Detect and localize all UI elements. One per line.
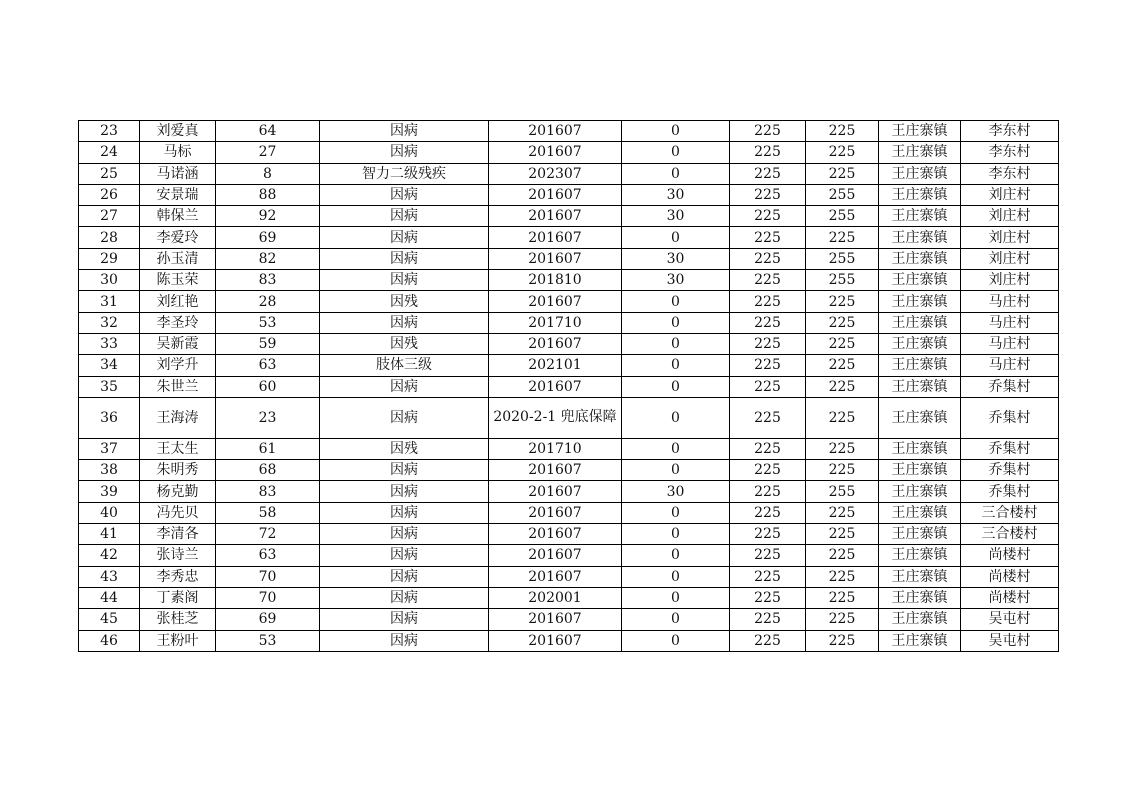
- cell-town: 王庄寨镇: [879, 545, 961, 566]
- cell-date: 201810: [489, 270, 622, 291]
- cell-number: 27: [79, 206, 140, 227]
- cell-base: 225: [730, 312, 806, 333]
- cell-reason: 肢体三级: [320, 355, 489, 376]
- table-row: [79, 460, 1059, 481]
- cell-total: 225: [806, 566, 879, 587]
- cell-age: 70: [216, 566, 320, 587]
- cell-base: 225: [730, 587, 806, 608]
- cell-village: 吴屯村: [961, 609, 1059, 630]
- cell-name: 王海涛: [140, 397, 216, 438]
- table-row: [79, 142, 1059, 163]
- cell-town: 王庄寨镇: [879, 397, 961, 438]
- cell-name: 王太生: [140, 438, 216, 459]
- cell-age: 70: [216, 587, 320, 608]
- cell-village: 刘庄村: [961, 227, 1059, 248]
- cell-base: 225: [730, 270, 806, 291]
- cell-total: 255: [806, 270, 879, 291]
- cell-extra: 0: [622, 333, 730, 354]
- cell-village: 三合楼村: [961, 502, 1059, 523]
- cell-name: 李圣玲: [140, 312, 216, 333]
- cell-number: 34: [79, 355, 140, 376]
- cell-name: 孙玉清: [140, 248, 216, 269]
- cell-total: 225: [806, 376, 879, 397]
- cell-reason: 因病: [320, 227, 489, 248]
- cell-base: 225: [730, 630, 806, 651]
- cell-age: 53: [216, 312, 320, 333]
- cell-reason: 因病: [320, 206, 489, 227]
- cell-extra: 0: [622, 545, 730, 566]
- cell-extra: 0: [622, 460, 730, 481]
- cell-extra: 0: [622, 121, 730, 142]
- table-row: [79, 270, 1059, 291]
- cell-age: 69: [216, 227, 320, 248]
- table-row: [79, 355, 1059, 376]
- cell-extra: 0: [622, 609, 730, 630]
- cell-total: 225: [806, 438, 879, 459]
- cell-name: 李清各: [140, 524, 216, 545]
- cell-reason: 因病: [320, 630, 489, 651]
- cell-reason: 因病: [320, 270, 489, 291]
- cell-reason: 因病: [320, 524, 489, 545]
- cell-date: 201710: [489, 438, 622, 459]
- cell-number: 44: [79, 587, 140, 608]
- cell-extra: 30: [622, 184, 730, 205]
- cell-total: 225: [806, 291, 879, 312]
- cell-extra: 0: [622, 227, 730, 248]
- table-row: [79, 566, 1059, 587]
- cell-reason: 因病: [320, 566, 489, 587]
- cell-date: 201607: [489, 524, 622, 545]
- cell-date: 201607: [489, 142, 622, 163]
- cell-base: 225: [730, 248, 806, 269]
- cell-village: 尚楼村: [961, 566, 1059, 587]
- cell-name: 马标: [140, 142, 216, 163]
- cell-total: 225: [806, 163, 879, 184]
- cell-town: 王庄寨镇: [879, 524, 961, 545]
- cell-total: 255: [806, 248, 879, 269]
- cell-base: 225: [730, 206, 806, 227]
- cell-name: 王粉叶: [140, 630, 216, 651]
- cell-date: 202001: [489, 587, 622, 608]
- cell-age: 28: [216, 291, 320, 312]
- cell-village: 马庄村: [961, 333, 1059, 354]
- cell-name: 安景瑞: [140, 184, 216, 205]
- cell-date: 201607: [489, 376, 622, 397]
- cell-age: 63: [216, 355, 320, 376]
- cell-age: 83: [216, 270, 320, 291]
- cell-reason: 因病: [320, 545, 489, 566]
- cell-village: 刘庄村: [961, 206, 1059, 227]
- cell-name: 张桂芝: [140, 609, 216, 630]
- cell-village: 乔集村: [961, 438, 1059, 459]
- cell-base: 225: [730, 333, 806, 354]
- cell-total: 225: [806, 460, 879, 481]
- cell-age: 69: [216, 609, 320, 630]
- cell-age: 63: [216, 545, 320, 566]
- cell-base: 225: [730, 355, 806, 376]
- cell-age: 60: [216, 376, 320, 397]
- cell-date: 201607: [489, 460, 622, 481]
- table-body: [79, 121, 1059, 652]
- cell-total: 225: [806, 142, 879, 163]
- cell-town: 王庄寨镇: [879, 121, 961, 142]
- cell-reason: 因残: [320, 438, 489, 459]
- cell-village: 刘庄村: [961, 270, 1059, 291]
- cell-reason: 因病: [320, 312, 489, 333]
- cell-number: 24: [79, 142, 140, 163]
- cell-village: 马庄村: [961, 291, 1059, 312]
- cell-town: 王庄寨镇: [879, 566, 961, 587]
- cell-name: 吴新霞: [140, 333, 216, 354]
- cell-age: 59: [216, 333, 320, 354]
- cell-town: 王庄寨镇: [879, 333, 961, 354]
- data-table: [78, 120, 1059, 652]
- cell-date: 201607: [489, 291, 622, 312]
- cell-town: 王庄寨镇: [879, 184, 961, 205]
- cell-town: 王庄寨镇: [879, 142, 961, 163]
- cell-town: 王庄寨镇: [879, 206, 961, 227]
- cell-date: 2020-2-1 兜底保障: [489, 397, 622, 438]
- cell-town: 王庄寨镇: [879, 460, 961, 481]
- cell-number: 45: [79, 609, 140, 630]
- cell-number: 37: [79, 438, 140, 459]
- cell-age: 88: [216, 184, 320, 205]
- table-row: [79, 397, 1059, 438]
- cell-village: 马庄村: [961, 312, 1059, 333]
- cell-base: 225: [730, 227, 806, 248]
- cell-reason: 因病: [320, 142, 489, 163]
- cell-name: 冯先贝: [140, 502, 216, 523]
- cell-extra: 0: [622, 524, 730, 545]
- cell-base: 225: [730, 121, 806, 142]
- cell-date: 201607: [489, 121, 622, 142]
- cell-total: 255: [806, 481, 879, 502]
- cell-base: 225: [730, 566, 806, 587]
- cell-base: 225: [730, 481, 806, 502]
- table-row: [79, 291, 1059, 312]
- cell-reason: 因病: [320, 502, 489, 523]
- cell-number: 31: [79, 291, 140, 312]
- table-row: [79, 609, 1059, 630]
- cell-age: 8: [216, 163, 320, 184]
- table-row: [79, 524, 1059, 545]
- cell-town: 王庄寨镇: [879, 609, 961, 630]
- cell-date: 201607: [489, 333, 622, 354]
- cell-date: 201607: [489, 481, 622, 502]
- cell-extra: 0: [622, 163, 730, 184]
- cell-extra: 0: [622, 312, 730, 333]
- cell-total: 225: [806, 355, 879, 376]
- cell-town: 王庄寨镇: [879, 502, 961, 523]
- table-row: [79, 312, 1059, 333]
- cell-total: 225: [806, 609, 879, 630]
- cell-number: 25: [79, 163, 140, 184]
- cell-number: 43: [79, 566, 140, 587]
- cell-age: 58: [216, 502, 320, 523]
- cell-reason: 因病: [320, 460, 489, 481]
- cell-village: 三合楼村: [961, 524, 1059, 545]
- cell-reason: 因残: [320, 291, 489, 312]
- cell-town: 王庄寨镇: [879, 227, 961, 248]
- cell-number: 42: [79, 545, 140, 566]
- cell-age: 64: [216, 121, 320, 142]
- cell-extra: 0: [622, 566, 730, 587]
- cell-name: 刘爱真: [140, 121, 216, 142]
- table-row: [79, 438, 1059, 459]
- cell-date: 201607: [489, 227, 622, 248]
- cell-town: 王庄寨镇: [879, 481, 961, 502]
- table-row: [79, 481, 1059, 502]
- cell-village: 乔集村: [961, 460, 1059, 481]
- cell-name: 朱明秀: [140, 460, 216, 481]
- cell-name: 李秀忠: [140, 566, 216, 587]
- cell-number: 36: [79, 397, 140, 438]
- cell-total: 225: [806, 524, 879, 545]
- cell-date: 201607: [489, 502, 622, 523]
- cell-date: 201607: [489, 566, 622, 587]
- cell-base: 225: [730, 524, 806, 545]
- cell-town: 王庄寨镇: [879, 630, 961, 651]
- cell-reason: 因病: [320, 121, 489, 142]
- cell-village: 李东村: [961, 121, 1059, 142]
- cell-age: 82: [216, 248, 320, 269]
- cell-date: 201607: [489, 609, 622, 630]
- cell-total: 225: [806, 312, 879, 333]
- cell-reason: 因病: [320, 587, 489, 608]
- cell-town: 王庄寨镇: [879, 163, 961, 184]
- cell-extra: 0: [622, 502, 730, 523]
- cell-number: 33: [79, 333, 140, 354]
- cell-reason: 因病: [320, 248, 489, 269]
- cell-date: 201607: [489, 248, 622, 269]
- cell-extra: 0: [622, 142, 730, 163]
- cell-date: 201710: [489, 312, 622, 333]
- cell-age: 72: [216, 524, 320, 545]
- cell-reason: 因病: [320, 609, 489, 630]
- cell-extra: 0: [622, 630, 730, 651]
- cell-village: 刘庄村: [961, 248, 1059, 269]
- cell-name: 张诗兰: [140, 545, 216, 566]
- cell-village: 尚楼村: [961, 587, 1059, 608]
- cell-total: 225: [806, 630, 879, 651]
- cell-reason: 因病: [320, 397, 489, 438]
- cell-name: 马诺涵: [140, 163, 216, 184]
- cell-town: 王庄寨镇: [879, 355, 961, 376]
- cell-number: 38: [79, 460, 140, 481]
- table-row: [79, 163, 1059, 184]
- cell-number: 39: [79, 481, 140, 502]
- cell-village: 乔集村: [961, 481, 1059, 502]
- cell-town: 王庄寨镇: [879, 248, 961, 269]
- cell-number: 23: [79, 121, 140, 142]
- cell-base: 225: [730, 142, 806, 163]
- cell-extra: 0: [622, 355, 730, 376]
- table-row: [79, 545, 1059, 566]
- cell-base: 225: [730, 460, 806, 481]
- cell-village: 乔集村: [961, 397, 1059, 438]
- cell-base: 225: [730, 184, 806, 205]
- cell-date: 201607: [489, 545, 622, 566]
- cell-total: 225: [806, 333, 879, 354]
- cell-age: 27: [216, 142, 320, 163]
- cell-date: 202101: [489, 355, 622, 376]
- table-row: [79, 184, 1059, 205]
- cell-town: 王庄寨镇: [879, 291, 961, 312]
- cell-name: 刘学升: [140, 355, 216, 376]
- cell-reason: 智力二级残疾: [320, 163, 489, 184]
- table-row: [79, 248, 1059, 269]
- cell-extra: 0: [622, 397, 730, 438]
- cell-total: 225: [806, 502, 879, 523]
- cell-total: 255: [806, 184, 879, 205]
- cell-date: 201607: [489, 630, 622, 651]
- cell-date: 201607: [489, 206, 622, 227]
- cell-extra: 30: [622, 270, 730, 291]
- table-row: [79, 376, 1059, 397]
- cell-age: 92: [216, 206, 320, 227]
- cell-total: 225: [806, 545, 879, 566]
- cell-total: 255: [806, 206, 879, 227]
- cell-name: 丁素阁: [140, 587, 216, 608]
- cell-total: 225: [806, 121, 879, 142]
- cell-town: 王庄寨镇: [879, 270, 961, 291]
- cell-name: 陈玉荣: [140, 270, 216, 291]
- cell-name: 韩保兰: [140, 206, 216, 227]
- cell-village: 吴屯村: [961, 630, 1059, 651]
- cell-number: 35: [79, 376, 140, 397]
- cell-name: 杨克勤: [140, 481, 216, 502]
- cell-village: 尚楼村: [961, 545, 1059, 566]
- cell-age: 83: [216, 481, 320, 502]
- cell-reason: 因病: [320, 481, 489, 502]
- cell-number: 41: [79, 524, 140, 545]
- cell-base: 225: [730, 291, 806, 312]
- cell-number: 26: [79, 184, 140, 205]
- cell-base: 225: [730, 376, 806, 397]
- cell-reason: 因残: [320, 333, 489, 354]
- cell-base: 225: [730, 609, 806, 630]
- table-row: [79, 587, 1059, 608]
- cell-number: 30: [79, 270, 140, 291]
- table-row: [79, 333, 1059, 354]
- table-row: [79, 630, 1059, 651]
- cell-town: 王庄寨镇: [879, 587, 961, 608]
- cell-number: 40: [79, 502, 140, 523]
- cell-village: 乔集村: [961, 376, 1059, 397]
- cell-reason: 因病: [320, 376, 489, 397]
- cell-date: 202307: [489, 163, 622, 184]
- cell-number: 32: [79, 312, 140, 333]
- cell-extra: 30: [622, 481, 730, 502]
- cell-name: 李爱玲: [140, 227, 216, 248]
- cell-age: 68: [216, 460, 320, 481]
- cell-age: 23: [216, 397, 320, 438]
- cell-village: 马庄村: [961, 355, 1059, 376]
- cell-name: 朱世兰: [140, 376, 216, 397]
- cell-total: 225: [806, 397, 879, 438]
- cell-town: 王庄寨镇: [879, 312, 961, 333]
- cell-base: 225: [730, 545, 806, 566]
- table-row: [79, 206, 1059, 227]
- cell-age: 53: [216, 630, 320, 651]
- table-row: [79, 502, 1059, 523]
- cell-village: 李东村: [961, 163, 1059, 184]
- cell-total: 225: [806, 587, 879, 608]
- cell-name: 刘红艳: [140, 291, 216, 312]
- cell-date: 201607: [489, 184, 622, 205]
- cell-extra: 30: [622, 206, 730, 227]
- cell-village: 李东村: [961, 142, 1059, 163]
- cell-number: 29: [79, 248, 140, 269]
- table-row: [79, 121, 1059, 142]
- cell-base: 225: [730, 438, 806, 459]
- cell-extra: 0: [622, 438, 730, 459]
- cell-base: 225: [730, 163, 806, 184]
- cell-extra: 30: [622, 248, 730, 269]
- cell-total: 225: [806, 227, 879, 248]
- cell-extra: 0: [622, 587, 730, 608]
- cell-base: 225: [730, 397, 806, 438]
- cell-town: 王庄寨镇: [879, 438, 961, 459]
- cell-age: 61: [216, 438, 320, 459]
- cell-extra: 0: [622, 376, 730, 397]
- table-row: [79, 227, 1059, 248]
- cell-town: 王庄寨镇: [879, 376, 961, 397]
- cell-reason: 因病: [320, 184, 489, 205]
- cell-village: 刘庄村: [961, 184, 1059, 205]
- cell-number: 28: [79, 227, 140, 248]
- cell-base: 225: [730, 502, 806, 523]
- cell-extra: 0: [622, 291, 730, 312]
- cell-number: 46: [79, 630, 140, 651]
